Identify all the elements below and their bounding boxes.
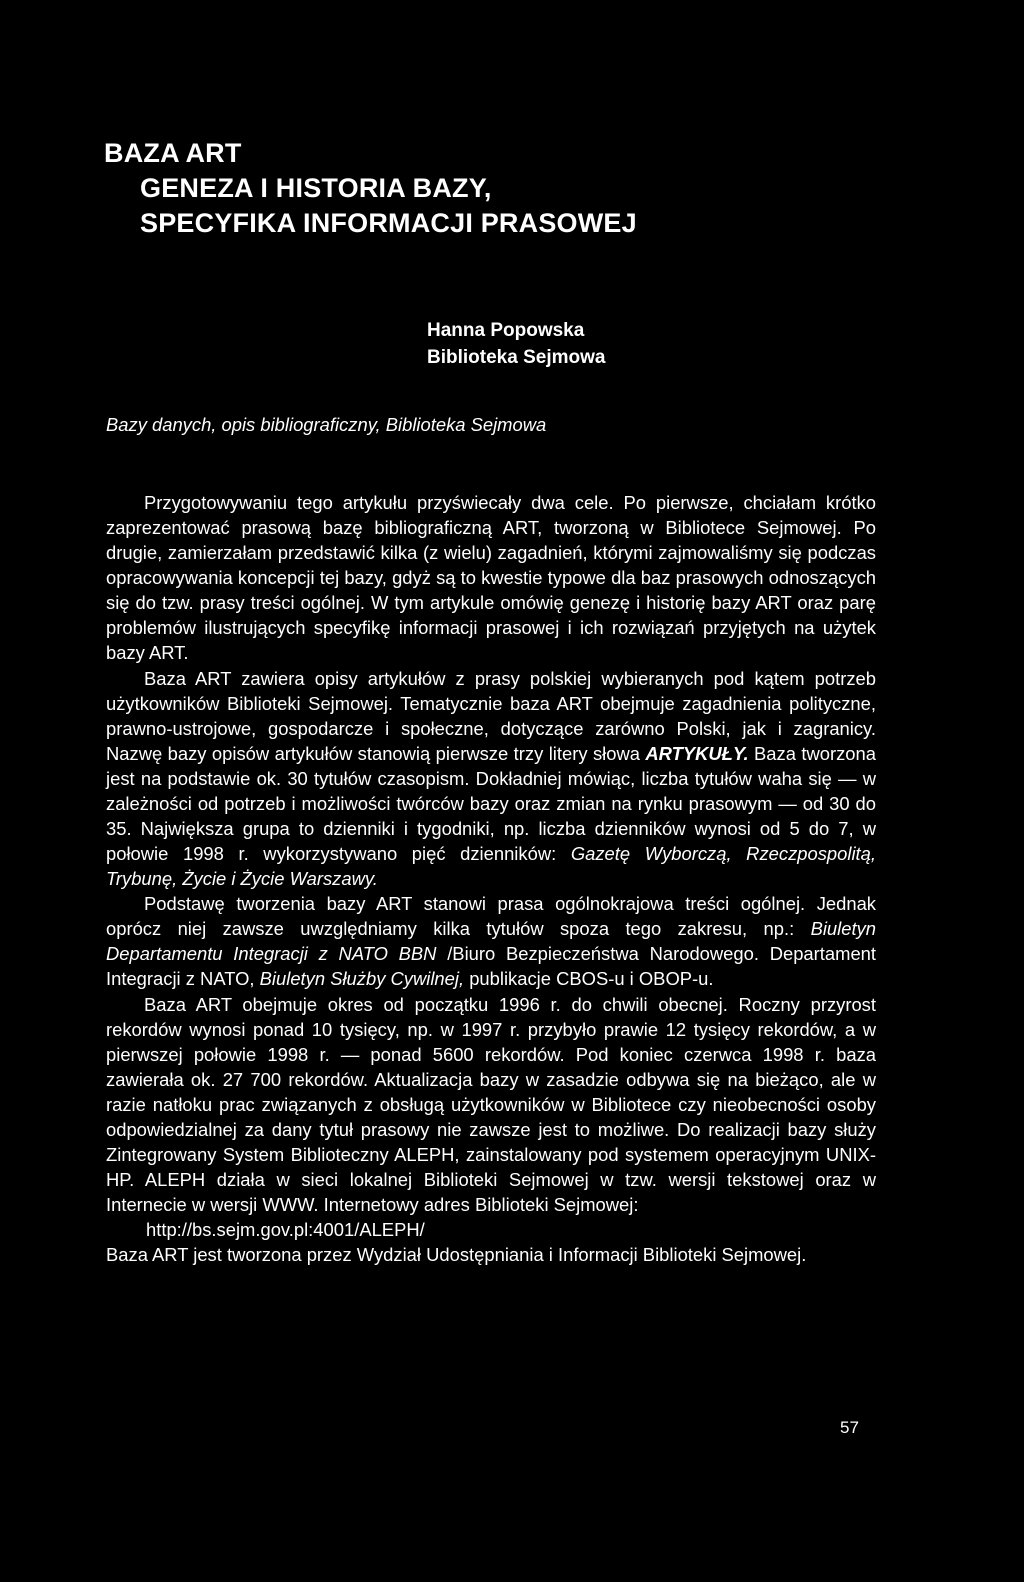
article-body (106, 490, 876, 1267)
title-line-3: SPECYFIKA INFORMACJI PRASOWEJ (140, 208, 637, 238)
paragraph-5: Baza ART jest tworzona przez Wydział Udostępniania i Informacji Biblioteki Sejmowej. (106, 1244, 807, 1266)
title-line-2: GENEZA I HISTORIA BAZY, (140, 173, 492, 203)
title-line-1: BAZA ART (104, 138, 242, 168)
paragraph-3-text-c: publikacje CBOS-u i OBOP-u. (464, 968, 714, 990)
paragraph-4: Baza ART obejmuje okres od początku 1996 r. do chwili obecnej. Roczny przyrost rekordów wynosi ponad 10 tysięcy, np. w 1997 r. przybyło prawie 12 tysięcy rekordów, a w pierwszej połowie 1998 r. — ponad 5600 rekordów. Pod koniec czerwca 1998 r. baza zawierała ok. 27 700 rekordów. Aktualizacja bazy w zasadzie odbywa się na bieżąco, ale w razie natłoku prac związanych z obsługą użytkowników w Bibliotece czy nieobecności osoby odpowiedzialnej za dany tytuł prasowy nie zawsze jest to możliwe. Do realizacji bazy służy Zintegrowany System Biblioteczny ALEPH, zainstalowany pod systemem operacyjnym UNIX-HP. ALEPH działa w sieci lokalnej Biblioteki Sejmowej w tzw. wersji tekstowej oraz w Internecie w wersji WWW. Internetowy adres Biblioteki Sejmowej: (106, 993, 876, 1216)
paragraph-2-newspaper-titles: Gazetę Wyborczą, Rzeczpospolitą, Trybunę, Życie i Życie Warszawy. (106, 843, 876, 890)
keywords: Bazy danych, opis bibliograficzny, Biblioteka Sejmowa (106, 414, 547, 435)
author-block (427, 317, 605, 371)
paragraph-3 (106, 891, 876, 991)
paragraph-2-text-a: Baza ART zawiera opisy artykułów z prasy polskiej wybieranych pod kątem potrzeb użytkowników Biblioteki Sejmowej. Tematycznie baza ART obejmuje zagadnienia polityczne, prawno-ustrojowe, gospodarcze i społeczne, dotyczące zarówno Polski, jak i zagranicy. Nazwę bazy opisów artykułów stanowią pierwsze trzy litery słowa (106, 667, 876, 764)
paragraph-2-text-b: Baza tworzona jest na podstawie ok. 30 tytułów czasopism. Dokładniej mówiąc, liczba tytułów waha się — w zależności od potrzeb i możliwości twórców bazy oraz zmian na rynku prasowym — od 30 do 35. Największa grupa to dzienniki i tygodniki, np. liczba dzienników wynosi od 5 do 7, w połowie 1998 r. wykorzystywano pięć dzienników: (106, 742, 876, 865)
article-title (104, 136, 637, 241)
paragraph-2 (106, 666, 876, 892)
paragraph-3-text-a: Podstawę tworzenia bazy ART stanowi prasa ogólnokrajowa treści ogólnej. Jednak oprócz niej zawsze uwzględniamy kilka tytułów spoza tego zakresu, np.: (106, 893, 876, 940)
paragraph-3-title-2: Biuletyn Służby Cywilnej, (259, 968, 465, 990)
page-number: 57 (840, 1418, 859, 1437)
author-affiliation: Biblioteka Sejmowa (427, 347, 606, 368)
library-url: http://bs.sejm.gov.pl:4001/ALEPH/ (146, 1219, 425, 1241)
paragraph-1: Przygotowywaniu tego artykułu przyświecały dwa cele. Po pierwsze, chciałam krótko zaprezentować prasową bazę bibliograficzną ART, tworzoną w Bibliotece Sejmowej. Po drugie, zamierzałam przedstawić kilka (z wielu) zagadnień, którymi zajmowaliśmy się podczas opracowywania koncepcji tej bazy, gdyż są to kwestie typowe dla baz prasowych odnoszących się do tzw. prasy treści ogólnej. W tym artykule omówię genezę i historię bazy ART oraz parę problemów ilustrujących specyfikę informacji prasowej i ich rozwiązań przyjętych na użytek bazy ART. (106, 492, 876, 664)
paragraph-2-emphasis: ARTYKUŁY. (645, 742, 749, 764)
paragraph-3-title-1: Biuletyn Departamentu Integracji z NATO BBN (106, 918, 876, 965)
paragraph-3-text-b: /Biuro Bezpieczeństwa Narodowego. Departament Integracji z NATO, (106, 943, 877, 990)
author-name: Hanna Popowska (427, 320, 585, 341)
